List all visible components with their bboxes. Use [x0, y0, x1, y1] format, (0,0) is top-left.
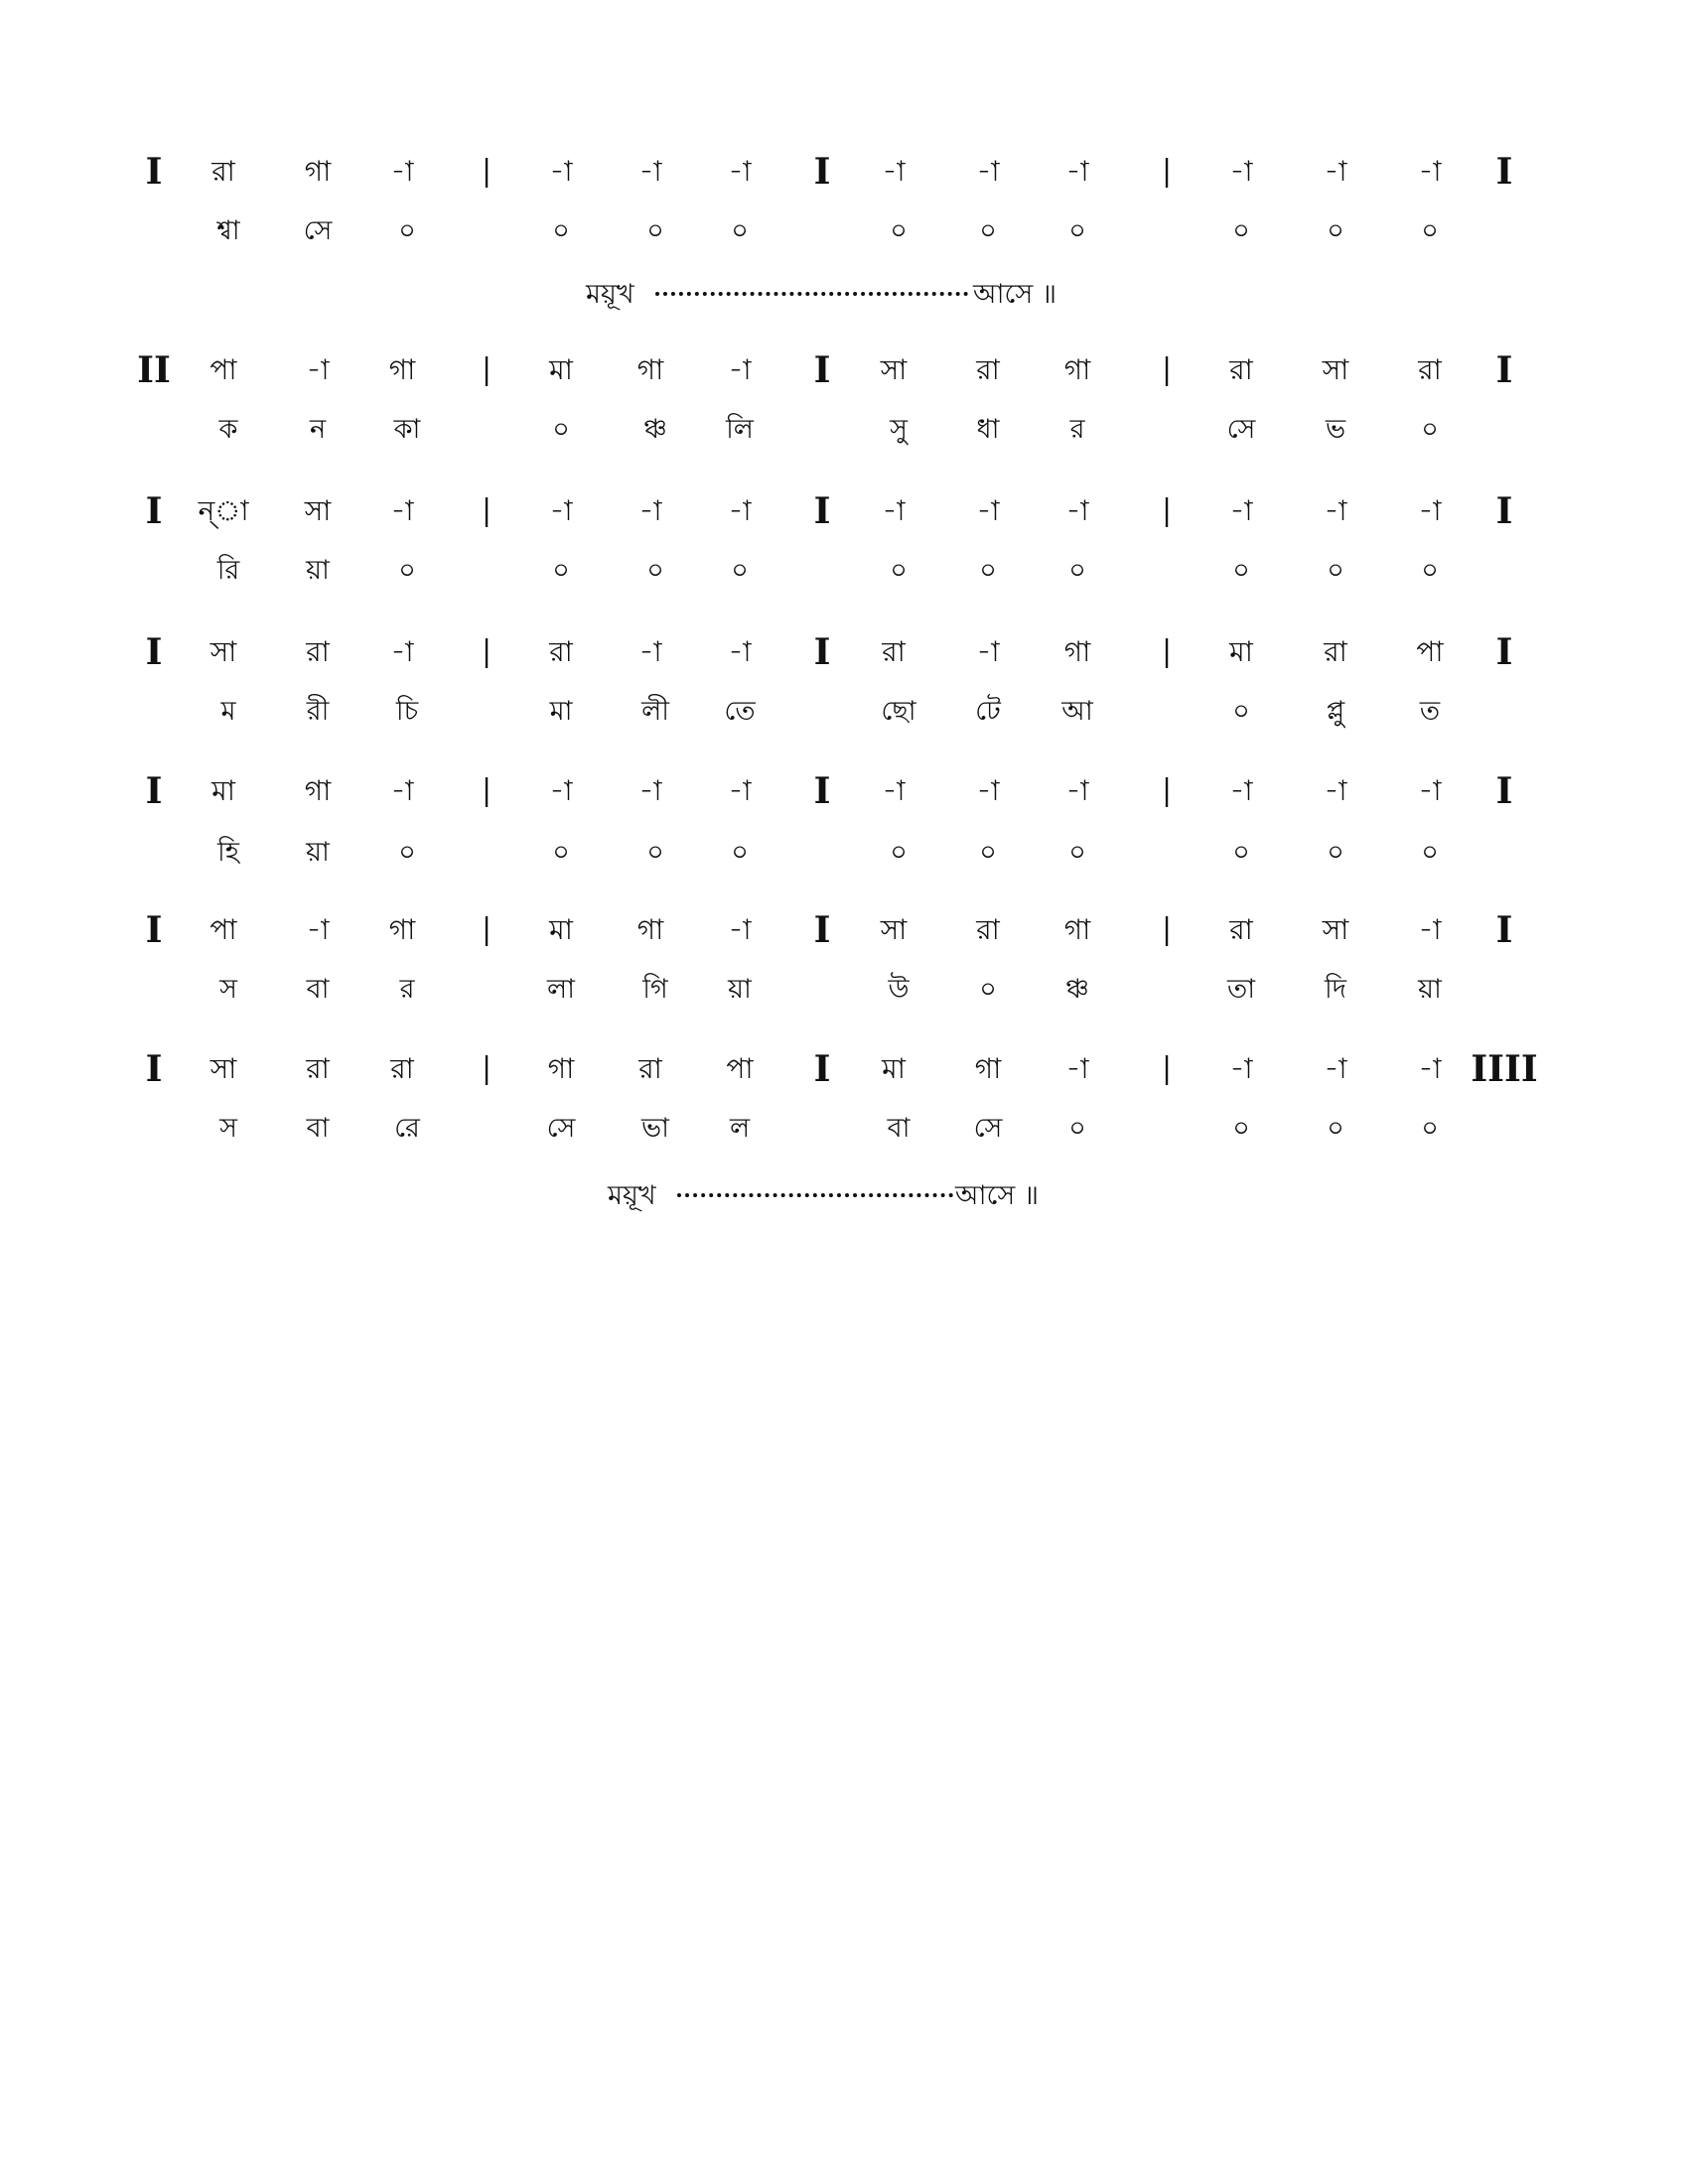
swara-note: -া [549, 155, 573, 188]
swara-note: -া [1229, 774, 1253, 807]
swara-note: -া [728, 635, 752, 668]
bar-line: I [1495, 909, 1513, 951]
lyric-syllable: গি [642, 974, 668, 1005]
refrain-line [0, 270, 1688, 320]
swara-note: পা [1416, 635, 1444, 668]
lyric-syllable: ০ [1232, 837, 1250, 868]
swara-note: -া [1418, 913, 1442, 946]
lyric-syllable: র [1069, 414, 1085, 445]
lyric-syllable: ০ [646, 837, 664, 868]
swara-note: -া [549, 774, 573, 807]
swara-note: -া [1229, 494, 1253, 527]
swara-note: -া [976, 155, 1000, 188]
lyric-syllable: লা [547, 974, 575, 1005]
swara-note: রা [1418, 353, 1442, 386]
swara-note: -া [728, 494, 752, 527]
beat-divider: | [481, 773, 492, 808]
lyric-syllable: তা [1226, 974, 1256, 1005]
lyric-row [0, 965, 1688, 1015]
lyric-syllable: লি [726, 414, 754, 445]
lyric-syllable: ০ [890, 837, 908, 868]
lyric-syllable: সু [890, 414, 908, 445]
lyric-syllable: য়া [306, 837, 330, 868]
beat-divider: | [1161, 493, 1173, 528]
refrain-start: ময়ূখ [608, 1180, 656, 1211]
lyric-syllable: ০ [731, 837, 749, 868]
swara-note: -া [1324, 155, 1347, 188]
lyric-syllable: ০ [552, 414, 570, 445]
swara-note: মা [549, 353, 573, 386]
lyric-syllable: ০ [552, 215, 570, 246]
swara-note: -া [728, 155, 752, 188]
swara-note: -া [1324, 774, 1347, 807]
lyric-syllable: আ [1061, 696, 1093, 727]
lyric-syllable: ০ [1421, 215, 1439, 246]
bar-line: I [145, 1048, 163, 1090]
swara-row [0, 147, 1688, 197]
bar-line: I [145, 631, 163, 673]
swara-note: গা [1063, 635, 1091, 668]
lyric-syllable: রি [216, 555, 240, 586]
lyric-syllable: য়া [728, 974, 752, 1005]
swara-note: -া [1065, 494, 1089, 527]
swara-note: রা [211, 155, 235, 188]
bar-line: I [813, 490, 831, 532]
swara-note: মা [211, 774, 235, 807]
refrain-line [0, 1171, 1688, 1221]
lyric-syllable: ০ [979, 974, 997, 1005]
swara-note: গা [974, 1052, 1002, 1085]
lyric-syllable: ক [218, 414, 238, 445]
lyric-syllable: ল [729, 1113, 751, 1144]
lyric-syllable: বা [887, 1113, 911, 1144]
swara-note: -া [1418, 1052, 1442, 1085]
swara-note: -া [549, 494, 573, 527]
swara-note: -া [882, 494, 906, 527]
swara-note: রা [390, 1052, 414, 1085]
lyric-syllable: ০ [1068, 555, 1086, 586]
bar-line: I [813, 909, 831, 951]
lyric-syllable: ০ [890, 215, 908, 246]
bar-line: I [145, 490, 163, 532]
swara-note: পা [210, 913, 237, 946]
bar-line: II [137, 349, 171, 391]
lyric-syllable: ০ [1232, 1113, 1250, 1144]
beat-divider: | [481, 634, 492, 669]
swara-note: -া [1418, 494, 1442, 527]
swara-note: রা [306, 1052, 330, 1085]
refrain-dotted-leader [677, 1193, 953, 1197]
lyric-syllable: রে [394, 1113, 420, 1144]
swara-note: -া [976, 635, 1000, 668]
swara-note: -া [1065, 1052, 1089, 1085]
lyric-syllable: ধা [976, 414, 1000, 445]
lyric-row [0, 1104, 1688, 1154]
swara-row [0, 766, 1688, 816]
bar-line: I [1495, 631, 1513, 673]
lyric-syllable: ০ [398, 215, 416, 246]
swara-note: রা [882, 635, 906, 668]
beat-divider: | [1161, 912, 1173, 947]
swara-note: সা [210, 635, 237, 668]
lyric-syllable: কা [393, 414, 421, 445]
lyric-syllable: সে [973, 1113, 1003, 1144]
swara-note: রা [1324, 635, 1347, 668]
lyric-syllable: ম [220, 696, 236, 727]
lyric-syllable: ০ [646, 215, 664, 246]
beat-divider: | [1161, 1051, 1173, 1086]
swara-note: -া [728, 353, 752, 386]
swara-note: -া [882, 774, 906, 807]
swara-note: -া [882, 155, 906, 188]
lyric-syllable: য়া [306, 555, 330, 586]
lyric-syllable: রী [306, 696, 330, 727]
lyric-syllable: শ্বা [216, 215, 240, 246]
lyric-syllable: ০ [1421, 555, 1439, 586]
bar-line: I [813, 151, 831, 193]
swara-note: -া [306, 353, 330, 386]
beat-divider: | [481, 1051, 492, 1086]
swara-note: -া [1324, 494, 1347, 527]
lyric-syllable: ০ [1232, 696, 1250, 727]
beat-divider: | [481, 912, 492, 947]
lyric-syllable: ঞ্চ [1065, 974, 1089, 1005]
lyric-syllable: ০ [979, 215, 997, 246]
refrain-dotted-leader [655, 292, 968, 296]
bar-line: I [145, 151, 163, 193]
bar-line: I [145, 909, 163, 951]
swara-note: গা [636, 913, 664, 946]
swara-note: মা [1229, 635, 1253, 668]
lyric-syllable: র [399, 974, 415, 1005]
beat-divider: | [481, 352, 492, 387]
lyric-syllable: ০ [731, 555, 749, 586]
lyric-syllable: ছো [881, 696, 916, 727]
lyric-syllable: ০ [1327, 1113, 1344, 1144]
lyric-syllable: ০ [1327, 837, 1344, 868]
swara-note: গা [636, 353, 664, 386]
lyric-syllable: ০ [398, 555, 416, 586]
swara-row [0, 1044, 1688, 1094]
lyric-syllable: সে [546, 1113, 576, 1144]
lyric-row [0, 687, 1688, 737]
bar-line: I [1495, 490, 1513, 532]
swara-row [0, 627, 1688, 677]
swara-note: গা [388, 353, 416, 386]
lyric-syllable: উ [888, 974, 910, 1005]
refrain-end: আসে ॥ [955, 1180, 1040, 1211]
lyric-syllable: টে [975, 696, 1001, 727]
swara-row [0, 345, 1688, 395]
lyric-syllable: ০ [552, 555, 570, 586]
bar-line: IIII [1471, 1048, 1538, 1090]
lyric-syllable: ভা [641, 1113, 669, 1144]
swara-note: সা [1322, 353, 1349, 386]
swara-note: -া [1418, 774, 1442, 807]
lyric-syllable: তে [724, 696, 756, 727]
swara-note: সা [304, 494, 332, 527]
lyric-syllable: হি [217, 837, 239, 868]
bar-line: I [813, 349, 831, 391]
swara-note: -া [1418, 155, 1442, 188]
swara-note: -া [390, 635, 414, 668]
swara-note: -া [728, 913, 752, 946]
refrain-end: আসে ॥ [973, 279, 1057, 310]
swara-note: রা [638, 1052, 662, 1085]
swara-note: পা [210, 353, 237, 386]
swara-note: -া [638, 774, 662, 807]
swara-note: -া [638, 494, 662, 527]
swara-note: সা [1322, 913, 1349, 946]
lyric-syllable: সে [1226, 414, 1256, 445]
swara-note: পা [726, 1052, 754, 1085]
lyric-syllable: চি [395, 696, 419, 727]
bar-line: I [813, 770, 831, 812]
beat-divider: | [1161, 773, 1173, 808]
lyric-syllable: বা [306, 1113, 330, 1144]
bar-line: I [813, 1048, 831, 1090]
swara-note: ন্‌া [198, 494, 249, 527]
swara-note: রা [976, 913, 1000, 946]
lyric-syllable: ০ [1421, 1113, 1439, 1144]
lyric-syllable: মা [549, 696, 573, 727]
swara-note: মা [882, 1052, 906, 1085]
lyric-syllable: ০ [1327, 555, 1344, 586]
swara-note: মা [549, 913, 573, 946]
lyric-syllable: ০ [890, 555, 908, 586]
lyric-syllable: দি [1325, 974, 1346, 1005]
swara-note: সা [880, 353, 908, 386]
swara-note: গা [1063, 353, 1091, 386]
swara-note: -া [1324, 1052, 1347, 1085]
swara-note: -া [976, 494, 1000, 527]
lyric-syllable: ০ [1232, 555, 1250, 586]
swara-note: -া [728, 774, 752, 807]
lyric-syllable: ০ [979, 837, 997, 868]
swara-note: -া [976, 774, 1000, 807]
beat-divider: | [1161, 154, 1173, 189]
lyric-syllable: ০ [1421, 837, 1439, 868]
swara-note: রা [1229, 913, 1253, 946]
lyric-syllable: বা [306, 974, 330, 1005]
beat-divider: | [1161, 634, 1173, 669]
bar-line: I [1495, 770, 1513, 812]
lyric-syllable: ০ [1327, 215, 1344, 246]
lyric-syllable: ০ [1068, 215, 1086, 246]
lyric-syllable: ০ [1068, 1113, 1086, 1144]
lyric-syllable: ০ [1232, 215, 1250, 246]
lyric-syllable: ভ [1325, 414, 1346, 445]
bar-line: I [813, 631, 831, 673]
swara-note: গা [304, 774, 332, 807]
swara-note: -া [638, 635, 662, 668]
swara-note: সা [880, 913, 908, 946]
swara-note: -া [1065, 155, 1089, 188]
lyric-row [0, 206, 1688, 256]
swara-row [0, 486, 1688, 536]
lyric-row [0, 405, 1688, 455]
lyric-syllable: ০ [1068, 837, 1086, 868]
lyric-syllable: ন [309, 414, 327, 445]
lyric-syllable: ০ [1421, 414, 1439, 445]
swara-note: রা [306, 635, 330, 668]
swara-note: সা [210, 1052, 237, 1085]
lyric-syllable: প্লু [1326, 696, 1345, 727]
swara-note: রা [976, 353, 1000, 386]
lyric-syllable: স [219, 1113, 237, 1144]
swara-row [0, 905, 1688, 955]
lyric-syllable: স [219, 974, 237, 1005]
lyric-syllable: ঞ্চ [643, 414, 667, 445]
lyric-row [0, 828, 1688, 878]
swara-note: গা [304, 155, 332, 188]
swara-note: -া [1229, 155, 1253, 188]
swara-note: -া [390, 155, 414, 188]
swara-note: রা [549, 635, 573, 668]
swara-note: গা [1063, 913, 1091, 946]
beat-divider: | [481, 493, 492, 528]
refrain-start: ময়ূখ [586, 279, 634, 310]
swara-note: রা [1229, 353, 1253, 386]
lyric-row [0, 546, 1688, 596]
swara-note: গা [388, 913, 416, 946]
lyric-syllable: লী [641, 696, 669, 727]
swara-note: -া [638, 155, 662, 188]
bar-line: I [1495, 349, 1513, 391]
swara-note: গা [547, 1052, 575, 1085]
swara-note: -া [390, 494, 414, 527]
bar-line: I [1495, 151, 1513, 193]
lyric-syllable: ০ [398, 837, 416, 868]
lyric-syllable: ০ [731, 215, 749, 246]
lyric-syllable: সে [303, 215, 333, 246]
lyric-syllable: য়া [1418, 974, 1442, 1005]
swara-note: -া [390, 774, 414, 807]
lyric-syllable: ০ [979, 555, 997, 586]
lyric-syllable: ০ [646, 555, 664, 586]
swara-note: -া [1065, 774, 1089, 807]
lyric-syllable: ০ [552, 837, 570, 868]
bar-line: I [145, 770, 163, 812]
beat-divider: | [481, 154, 492, 189]
lyric-syllable: ত [1419, 696, 1441, 727]
swara-note: -া [1229, 1052, 1253, 1085]
beat-divider: | [1161, 352, 1173, 387]
swara-note: -া [306, 913, 330, 946]
